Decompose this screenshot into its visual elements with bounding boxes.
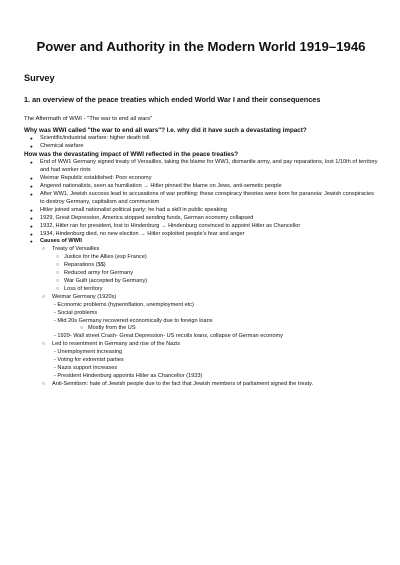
list-item: ● Chemical warfare bbox=[24, 143, 378, 151]
list-item: ○ Reparations ($$) bbox=[52, 262, 378, 270]
dash-line: - President Hindenburg appoints Hitler as Chancellor (1933) bbox=[54, 372, 203, 379]
question-1-list bbox=[24, 135, 378, 151]
question-2-list bbox=[24, 159, 378, 388]
list-item: ● After WW1, Jewish success lead to accusations of war profiting: these conspiracy theories were born for paranoia: Jewish conspiracies to destroy Germany, capitalism and communism bbox=[24, 191, 378, 207]
list-item: ● End of WW1 Germany signed treaty of Versailles, taking the blame for WW1, dismantle army, and pay reparations, lost 1/10th of territory and had worker riots bbox=[24, 159, 378, 175]
list-item: ● Angered nationalists, seen as humiliation → Hitler pinned the blame on Jews, anti-semetic people bbox=[24, 183, 378, 191]
weimar-last bbox=[52, 333, 378, 341]
question-2: How was the devastating impact of WWI reflected in the peace treaties? bbox=[24, 151, 239, 159]
list-item: ● 1934, Hindenburg died, no new election → Hitler exploited people's fear and anger bbox=[24, 231, 378, 239]
list-item: ○ War Guilt (accepted by Germany) bbox=[52, 278, 378, 286]
cause-resentment bbox=[40, 341, 378, 381]
dash-line: - Nazis support increases bbox=[54, 364, 118, 371]
list-item: ○ Mostly from the US bbox=[52, 325, 378, 333]
list-item: ● Hitler joined small nationalist political party; he had a skill in public speaking bbox=[24, 207, 378, 215]
subheading: The Aftermath of WWI - "The war to end all wars" bbox=[24, 116, 153, 122]
question-1: Why was WWI called "the war to end all wars"? I.e. why did it have such a devastating impact? bbox=[24, 127, 307, 134]
dash-line: - Voting for extremist parties bbox=[54, 357, 124, 364]
causes-label: Causes of WWII bbox=[40, 238, 82, 245]
dash-line: - Unemployment increasing bbox=[54, 349, 123, 356]
cause-label: Anti-Semitism: hate of Jewish people due to the fact that Jewish members of parliament signed the treaty. bbox=[52, 380, 314, 387]
cause-weimar bbox=[40, 294, 378, 341]
dash-line: - Social problems bbox=[54, 309, 98, 316]
causes-list bbox=[40, 246, 378, 388]
causes-item bbox=[24, 238, 378, 388]
list-item: ● Scientific/industrial warfare: higher death toll bbox=[24, 135, 378, 143]
cause-antisemitism bbox=[40, 381, 378, 389]
cause-label: Led to resentment in Germany and rise of the Nazis bbox=[52, 341, 181, 348]
weimar-lines bbox=[52, 302, 378, 326]
list-item: ● 1932, Hitler ran for president, lost to Hindenburg → Hindenburg convinced to appoint Hitler as Chancellor bbox=[24, 223, 378, 231]
subsection-heading: 1. an overview of the peace treaties which ended World War I and their consequences bbox=[24, 95, 321, 104]
weimar-deep-list bbox=[52, 325, 378, 333]
cause-label: Weimar Germany (1920s) bbox=[52, 293, 117, 300]
list-item: ● 1929, Great Depression, America stopped sending funds, German economy collapsed bbox=[24, 215, 378, 223]
list-item: ○ Loss of territory bbox=[52, 286, 378, 294]
dash-line: - 1929- Wall street Crash- Great Depression- US recoils loans, collapse of German economy bbox=[54, 333, 283, 340]
dash-line: - Economic problems (hyperinflation, unemployment etc) bbox=[54, 301, 194, 308]
cause-label: Treaty of Versailles bbox=[52, 246, 100, 253]
list-item: ○ Reduced army for Germany bbox=[52, 270, 378, 278]
page-title: Power and Authority in the Modern World 1919–1946 bbox=[36, 39, 366, 54]
section-heading: Survey bbox=[24, 73, 55, 83]
dash-line: - Mid 20s Germany recovered economically due to foreign loans bbox=[54, 317, 213, 324]
versailles-list bbox=[52, 254, 378, 294]
list-item: ● Weimar Republic established: Poor economy bbox=[24, 175, 378, 183]
resentment-lines bbox=[52, 349, 378, 381]
list-item: ○ Justice for the Allies (esp France) bbox=[52, 254, 378, 262]
cause-versailles bbox=[40, 246, 378, 293]
